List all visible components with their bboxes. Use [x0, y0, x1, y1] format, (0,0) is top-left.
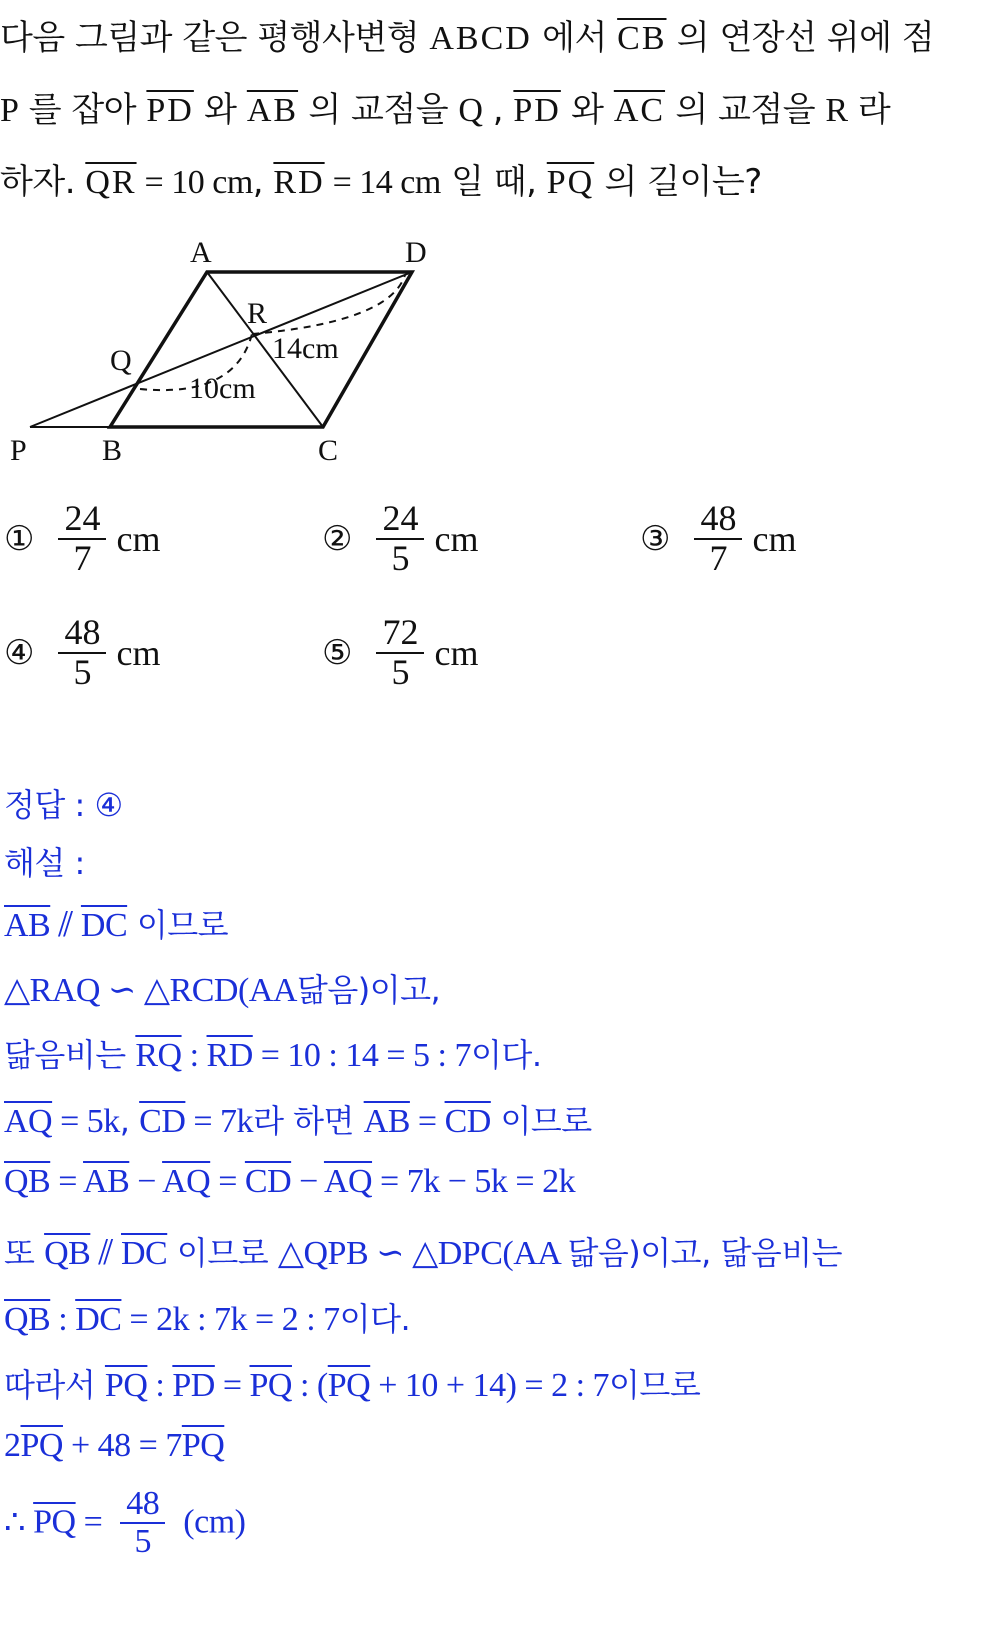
solution-line-6: 또 $\overline{QB}$ ⫽ $\overline{DC}$ 이므로 △QPB ∽ △DPC(AA 닮음)이고, 닮음비는 [4, 1234, 843, 1272]
segment-pq: $\overline{PQ}$ [546, 164, 595, 201]
label-10cm: 10cm [189, 372, 256, 405]
answer-line: 정답 : ④ [4, 786, 123, 824]
label-a: A [190, 236, 212, 269]
choice-3-mark: ③ [640, 518, 671, 559]
answer-value: ④ [94, 786, 123, 824]
choice-3-fraction: $\frac{48}{7}$ [694, 500, 742, 578]
label-c: C [318, 434, 339, 467]
label-14cm: 14cm [272, 332, 339, 365]
segment-rd: $\overline{RD}$ [273, 164, 325, 201]
segment-cb: $\overline{CB}$ [617, 20, 667, 57]
label-d: D [405, 236, 427, 269]
choice-2-fraction: $\frac{24}{5}$ [376, 500, 424, 578]
segment-ab: $\overline{AB}$ [246, 92, 299, 129]
solution-line-9: $2\overline{PQ} + 48 = 7\overline{PQ}$ [4, 1427, 225, 1464]
choice-5[interactable]: ⑤ $\frac{72}{5}$ cm [322, 612, 479, 692]
result-fraction: $\frac{48}{5}$ [120, 1486, 165, 1559]
solution-line-2: △RAQ ∽ △RCD(AA닮음)이고, [4, 971, 441, 1009]
choice-2-mark: ② [322, 518, 353, 559]
math-abcd: ABCD [429, 20, 532, 57]
label-r: R [247, 297, 268, 330]
segment-qr: $\overline{QR}$ [85, 164, 137, 201]
choice-5-fraction: $\frac{72}{5}$ [376, 614, 424, 692]
choice-4-mark: ④ [4, 632, 35, 673]
choice-4-fraction: $\frac{48}{5}$ [58, 614, 106, 692]
choice-5-mark: ⑤ [322, 632, 353, 673]
choice-2[interactable]: ② $\frac{24}{5}$ cm [322, 498, 479, 578]
question-line-2: P 를 잡아 $\overline{PD}$ 와 $\overline{AB}$ 의 교점을 Q , $\overline{PD}$ 와 $\overline{AC}$ 의 교점을 R 라 [0, 90, 891, 130]
solution-line-5: $\overline{QB} = \overline{AB} - \overline{AQ} = \overline{CD} - \overline{AQ} = 7k - 5k = 2k$ [4, 1163, 576, 1200]
segment-pd: $\overline{PD}$ [146, 92, 194, 129]
solution-line-1: $\overline{AB}$ ⫽ $\overline{DC}$ 이므로 [4, 906, 229, 944]
dashed-arc-qr [140, 334, 252, 390]
solution-header: 해설 : [4, 844, 85, 882]
choice-1-mark: ① [4, 518, 35, 559]
line-pd [30, 272, 412, 427]
segment-ac: $\overline{AC}$ [613, 92, 666, 129]
solution-line-4: $\overline{AQ} = 5k$, $\overline{CD} = 7k$라 하면 $\overline{AB} = \overline{CD}$ 이므로 [4, 1102, 592, 1140]
segment-pd: $\overline{PD}$ [513, 92, 561, 129]
label-b: B [102, 434, 123, 467]
choice-3[interactable]: ③ $\frac{48}{7}$ cm [640, 498, 797, 578]
solution-line-8: 따라서 $\overline{PQ}$ : $\overline{PD} = \overline{PQ}$ : $(\overline{PQ} + 10 + 14) = 2$ : 7이므로 [4, 1366, 701, 1404]
question-line-1: 다음 그림과 같은 평행사변형 ABCD 에서 $\overline{CB}$ 의 연장선 위에 점 [0, 18, 935, 58]
solution-line-7: $\overline{QB}$ : $\overline{DC} = 2k$ : 7k = 2 : 7이다. [4, 1300, 411, 1338]
label-p: P [10, 434, 27, 467]
parallelogram-abcd [110, 272, 412, 427]
solution-line-10: ∴ $\overline{PQ}$ = $\frac{48}{5}$ (cm) [4, 1485, 246, 1560]
question-line-3: 하자. $\overline{QR} = 10$ cm, $\overline{RD} = 14$ cm 일 때, $\overline{PQ}$ 의 길이는? [0, 162, 762, 202]
choice-1[interactable]: ① $\frac{24}{7}$ cm [4, 498, 161, 578]
choice-1-fraction: $\frac{24}{7}$ [58, 500, 106, 578]
label-q: Q [110, 344, 132, 377]
solution-line-3: 닮음비는 $\overline{RQ}$ : $\overline{RD} = 10$ : 14 = 5 : 7이다. [4, 1036, 542, 1074]
dashed-arc-rd [252, 275, 405, 334]
diagonal-ac [207, 272, 323, 427]
choice-4[interactable]: ④ $\frac{48}{5}$ cm [4, 612, 161, 692]
